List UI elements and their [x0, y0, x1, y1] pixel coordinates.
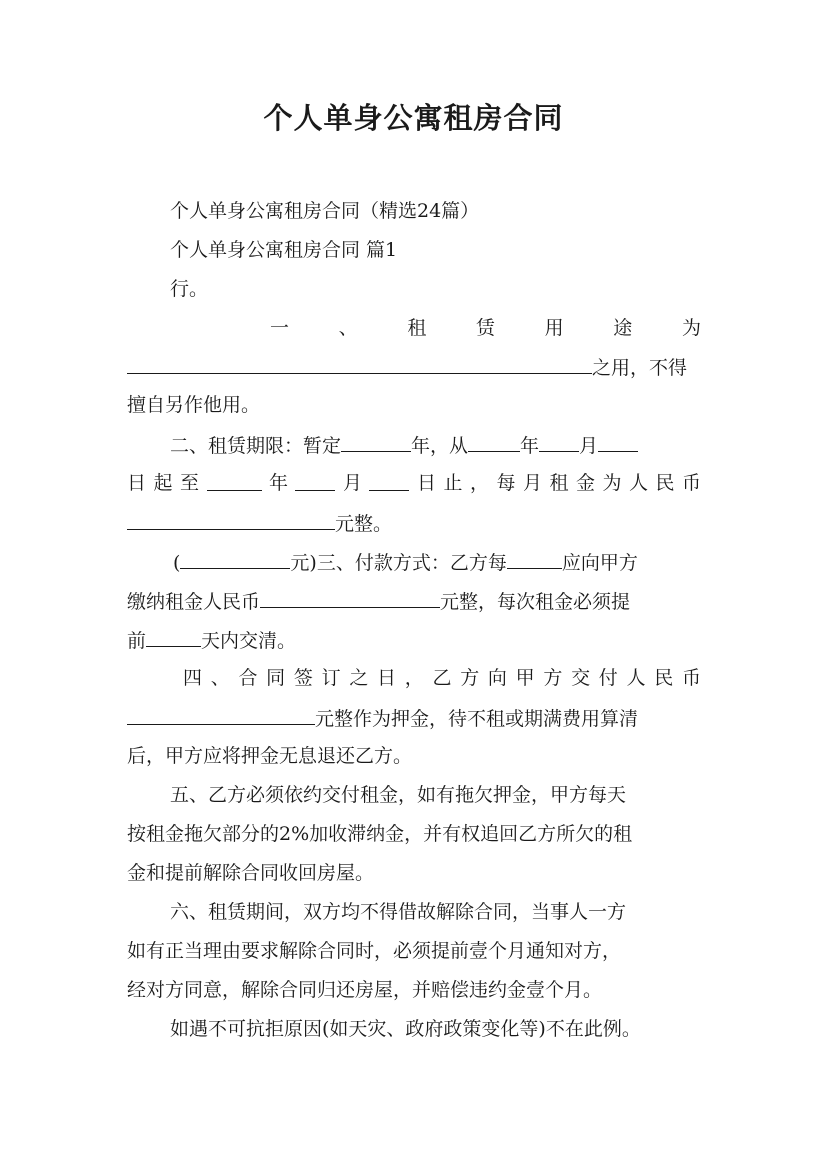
- clause-3-text: 元)三、付款方式：乙方每: [290, 552, 507, 574]
- clause-3-text: (: [173, 552, 181, 574]
- blank-line: [369, 470, 409, 491]
- clause-1-char: 赁: [475, 317, 495, 339]
- clause-2-text: 月: [579, 435, 599, 457]
- clause-1-char: 、: [338, 317, 358, 339]
- clause-4-line-1: [183, 665, 701, 691]
- clause-1-char: 途: [613, 317, 633, 339]
- clause-4-char: 、: [210, 667, 230, 689]
- clause-6-line-1: 六、租赁期间，双方均不得借故解除合同，当事人一方: [170, 901, 627, 923]
- clause-2-char: 人: [628, 472, 648, 494]
- clause-6-line-2: 如有正当理由要求解除合同时，必须提前壹个月通知对方，: [127, 940, 622, 962]
- clause-4-char: 乙: [432, 667, 452, 689]
- clause-3-text: 前: [127, 630, 147, 652]
- clause-3-line-3: [127, 626, 296, 654]
- blank-line: [146, 626, 201, 647]
- blank-line: [598, 431, 638, 452]
- clause-2-tail: 元整。: [335, 513, 393, 535]
- clause-2-char: 日: [416, 472, 436, 494]
- clause-1-tail: 之用，不得: [592, 357, 688, 379]
- clause-2-char: 年: [268, 472, 288, 494]
- clause-2-char: 金: [575, 472, 595, 494]
- clause-2-char: 每: [496, 472, 516, 494]
- clause-2-line-1: [170, 431, 638, 459]
- clause-4-line-2: [127, 704, 638, 732]
- clause-2-char: ，: [469, 472, 489, 494]
- clause-4-char: 订: [321, 667, 341, 689]
- blank-line: [180, 548, 290, 569]
- document-subtitle: 个人单身公寓租房合同（精选24篇）: [170, 200, 480, 222]
- blank-line: [127, 704, 315, 725]
- clause-5-line-1: 五、乙方必须依约交付租金，如有拖欠押金，甲方每天: [170, 784, 627, 806]
- clause-2-char: 民: [655, 472, 675, 494]
- clause-4-char: 向: [487, 667, 507, 689]
- clause-2-char: 至: [180, 472, 200, 494]
- clause-2-text: 年: [520, 435, 540, 457]
- blank-line: [507, 548, 562, 569]
- blank-line: [341, 431, 411, 452]
- clause-2-char: 日: [127, 472, 147, 494]
- clause-4-char: 四: [183, 667, 203, 689]
- clause-4-char: 甲: [515, 667, 535, 689]
- clause-4-char: ，: [404, 667, 424, 689]
- clause-2-char: 月: [342, 472, 362, 494]
- clause-1-line-1: [270, 315, 701, 341]
- clause-3-line-1: [173, 548, 638, 576]
- document-title: 个人单身公寓租房合同: [263, 101, 564, 135]
- blank-line: [539, 431, 579, 452]
- clause-2-char: 起: [153, 472, 173, 494]
- clause-2-text: 年，从: [411, 435, 469, 457]
- clause-1-line-2: [127, 353, 687, 381]
- clause-4-char: 币: [681, 667, 701, 689]
- clause-5-line-3: 金和提前解除合同收回房屋。: [127, 862, 375, 884]
- clause-2-char: 止: [443, 472, 463, 494]
- clause-2-char: 月: [522, 472, 542, 494]
- clause-3-text: 缴纳租金人民币: [127, 591, 261, 613]
- clause-3-text: 应向甲方: [561, 552, 638, 574]
- blank-line: [295, 470, 335, 491]
- clause-4-char: 付: [598, 667, 618, 689]
- clause-4-line-3: 后，甲方应将押金无息退还乙方。: [127, 745, 413, 767]
- clause-3-line-2: [127, 587, 630, 615]
- clause-4-char: 合: [238, 667, 258, 689]
- clause-4-char: 日: [377, 667, 397, 689]
- clause-2-char: 币: [681, 472, 701, 494]
- clause-6-line-4: 如遇不可抗拒原因(如天灾、政府政策变化等)不在此例。: [170, 1018, 641, 1040]
- clause-4-char: 方: [460, 667, 480, 689]
- clause-1-char: 为: [681, 317, 701, 339]
- clause-6-line-3: 经对方同意，解除合同归还房屋，并赔偿违约金壹个月。: [127, 979, 603, 1001]
- clause-4-char: 民: [654, 667, 674, 689]
- clause-1-char: 用: [544, 317, 564, 339]
- blank-line: [127, 353, 592, 374]
- paragraph-line: 行。: [170, 278, 209, 300]
- clause-4-char: 之: [349, 667, 369, 689]
- clause-3-text: 天内交清。: [201, 630, 297, 652]
- clause-4-char: 同: [266, 667, 286, 689]
- clause-4-tail: 元整作为押金，待不租或期满费用算清: [315, 708, 639, 730]
- clause-2-text: 二、租赁期限：暂定: [170, 435, 342, 457]
- clause-2-char: 为: [602, 472, 622, 494]
- section-heading: 个人单身公寓租房合同 篇1: [170, 239, 398, 261]
- clause-1-char: 一: [270, 317, 290, 339]
- blank-line: [207, 470, 262, 491]
- clause-1-char: 租: [407, 317, 427, 339]
- clause-4-char: 交: [571, 667, 591, 689]
- clause-3-text: 元整，每次租金必须提: [440, 591, 631, 613]
- clause-1-line-3: 擅自另作他用。: [127, 394, 261, 416]
- clause-4-char: 人: [626, 667, 646, 689]
- clause-5-line-2: 按租金拖欠部分的2%加收滞纳金，并有权追回乙方所欠的租: [127, 823, 633, 845]
- clause-4-char: 签: [293, 667, 313, 689]
- clause-2-char: 租: [549, 472, 569, 494]
- clause-4-char: 方: [543, 667, 563, 689]
- blank-line: [260, 587, 440, 608]
- clause-2-line-2: [127, 470, 701, 496]
- blank-line: [127, 509, 335, 530]
- blank-line: [468, 431, 520, 452]
- clause-2-line-3: [127, 509, 392, 537]
